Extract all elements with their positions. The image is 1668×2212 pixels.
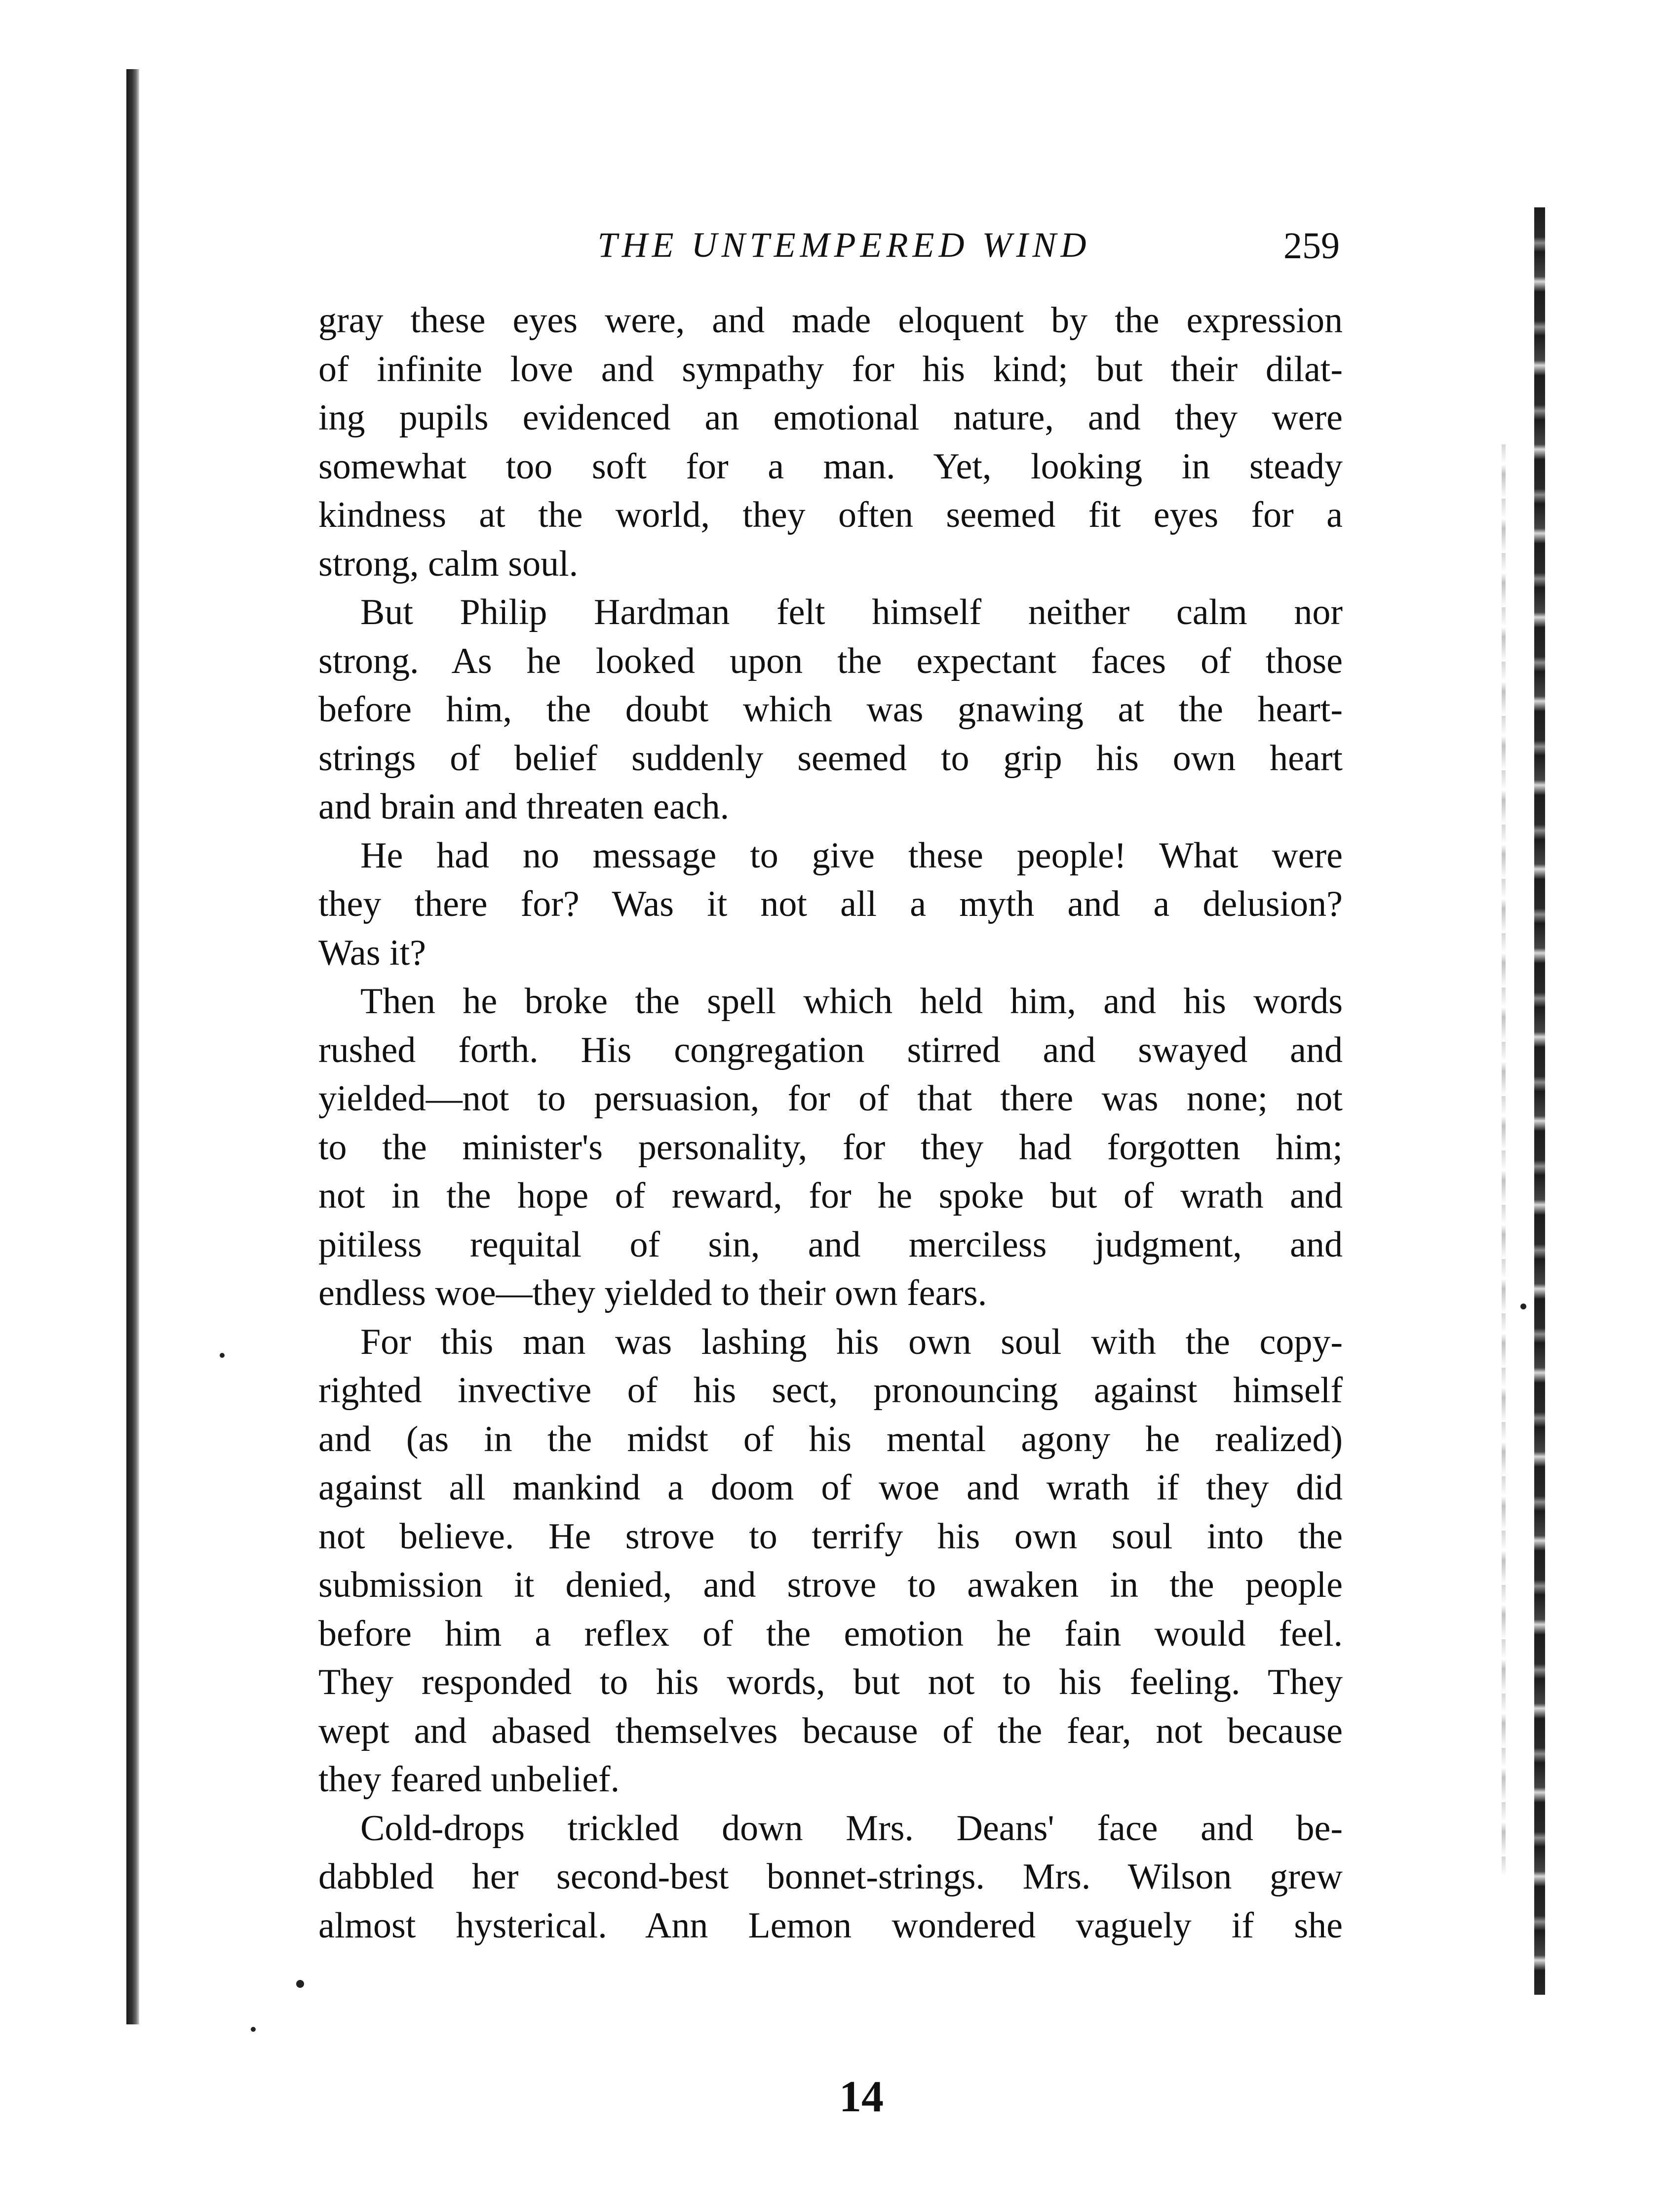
- page-number: 259: [1283, 225, 1340, 267]
- text-line: kindness at the world, they often seemed fit eyes for a: [318, 495, 1343, 535]
- text-line: But Philip Hardman felt himself neither calm nor: [360, 592, 1343, 632]
- text-line: yielded—not to persuasion, for of that there was none; not: [318, 1078, 1343, 1119]
- text-line: strings of belief suddenly seemed to grip his own heart: [318, 738, 1343, 779]
- text-line: righted invective of his sect, pronouncing against himself: [318, 1370, 1343, 1411]
- scan-speck: [220, 1353, 225, 1358]
- text-line: not believe. He strove to terrify his own soul into the: [318, 1516, 1343, 1557]
- signature-mark: 14: [839, 2072, 884, 2121]
- text-line: strong. As he looked upon the expectant faces of those: [318, 640, 1343, 681]
- running-title: THE UNTEMPERED WIND: [597, 225, 1091, 265]
- scan-speck: [296, 1980, 304, 1988]
- text-line: Was it?: [318, 932, 427, 973]
- text-line: somewhat too soft for a man. Yet, looking in steady: [318, 446, 1343, 487]
- text-line: rushed forth. His congregation stirred and swayed and: [318, 1029, 1343, 1070]
- text-line: endless woe—they yielded to their own fears.: [318, 1273, 987, 1313]
- text-line: Cold-drops trickled down Mrs. Deans' face and be-: [360, 1808, 1343, 1849]
- body-text: [318, 296, 1343, 1950]
- scan-edge-right: [1534, 207, 1545, 1995]
- scan-speck: [251, 2027, 256, 2032]
- text-line: they feared unbelief.: [318, 1759, 620, 1800]
- scan-edge-right-faint: [1502, 444, 1506, 1876]
- text-line: dabbled her second-best bonnet-strings. Mrs. Wilson grew: [318, 1856, 1343, 1897]
- text-line: Then he broke the spell which held him, and his words: [360, 981, 1343, 1022]
- text-line: submission it denied, and strove to awaken in the people: [318, 1565, 1343, 1605]
- text-line: not in the hope of reward, for he spoke but of wrath and: [318, 1176, 1343, 1216]
- text-line: He had no message to give these people! What were: [360, 835, 1343, 876]
- text-line: against all mankind a doom of woe and wrath if they did: [318, 1467, 1343, 1508]
- text-line: ing pupils evidenced an emotional nature, and they were: [318, 397, 1343, 438]
- text-line: For this man was lashing his own soul with the copy-: [360, 1321, 1343, 1362]
- text-line: gray these eyes were, and made eloquent by the expression: [318, 300, 1343, 341]
- text-line: they there for? Was it not all a myth and a delusion?: [318, 884, 1343, 924]
- text-line: and (as in the midst of his mental agony he realized): [318, 1419, 1343, 1460]
- text-line: before him a reflex of the emotion he fain would feel.: [318, 1613, 1343, 1654]
- text-line: and brain and threaten each.: [318, 787, 730, 827]
- text-line: of infinite love and sympathy for his kind; but their dilat-: [318, 349, 1343, 390]
- text-line: before him, the doubt which was gnawing at the heart-: [318, 689, 1343, 730]
- text-line: pitiless requital of sin, and merciless judgment, and: [318, 1224, 1343, 1265]
- text-line: almost hysterical. Ann Lemon wondered vaguely if she: [318, 1905, 1343, 1946]
- scan-speck: [1520, 1304, 1526, 1309]
- text-line: wept and abased themselves because of the fear, not because: [318, 1710, 1343, 1751]
- text-line: to the minister's personality, for they had forgotten him;: [318, 1127, 1343, 1168]
- text-line: strong, calm soul.: [318, 543, 579, 584]
- scan-edge-left: [126, 69, 139, 2024]
- text-line: They responded to his words, but not to his feeling. They: [318, 1662, 1343, 1702]
